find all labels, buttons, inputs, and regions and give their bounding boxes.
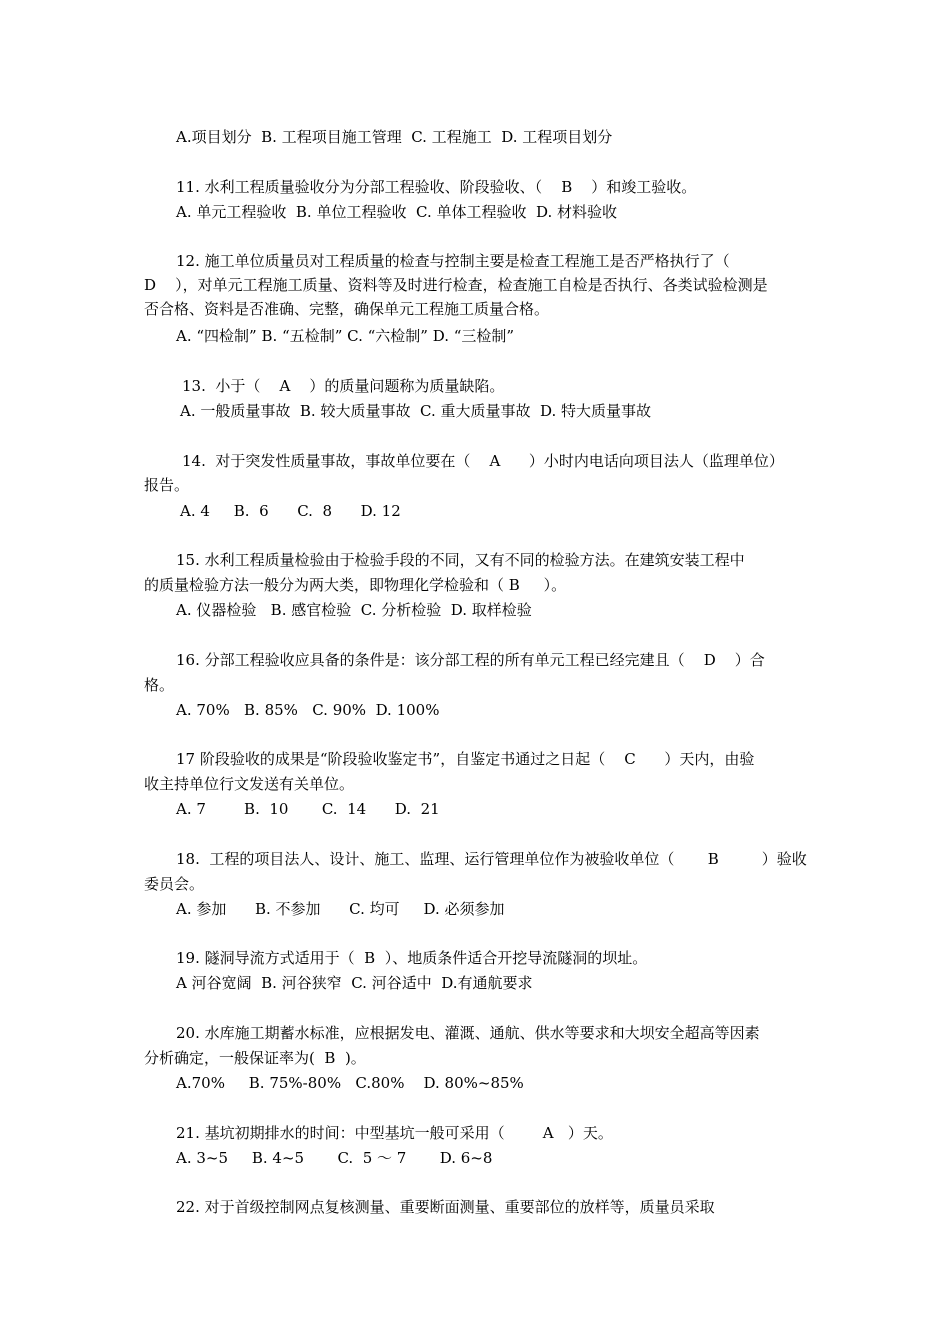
- question-15-cont: 的质量检验方法一般分为两大类，即物理化学检验和（ B ）。: [144, 576, 567, 594]
- question-18: 18. 工程的项目法人、设计、施工、监理、运行管理单位作为被验收单位（ B ）验收: [176, 850, 807, 868]
- options-16: A. 70% B. 85% C. 90% D. 100%: [176, 701, 440, 719]
- options-11: A. 单元工程验收 B. 单位工程验收 C. 单体工程验收 D. 材料验收: [176, 203, 618, 221]
- text-line: A.项目划分 B. 工程项目施工管理 C. 工程施工 D. 工程项目划分: [176, 128, 613, 146]
- question-12: 12. 施工单位质量员对工程质量的检查与控制主要是检查工程施工是否严格执行了（: [176, 252, 730, 270]
- question-16-cont: 格。: [144, 676, 175, 694]
- question-20-cont: 分析确定，一般保证率为( B )。: [144, 1049, 366, 1067]
- question-13: 13. 小于（ A ）的质量问题称为质量缺陷。: [182, 377, 505, 395]
- options-17: A. 7 B. 10 C. 14 D. 21: [176, 800, 440, 818]
- question-21: 21. 基坑初期排水的时间：中型基坑一般可采用（ A ）天。: [176, 1124, 613, 1142]
- question-16: 16. 分部工程验收应具备的条件是：该分部工程的所有单元工程已经完建且（ D ）合: [176, 651, 765, 669]
- question-17: 17 阶段验收的成果是“阶段验收鉴定书”，自鉴定书通过之日起（ C ）天内，由验: [176, 750, 755, 768]
- options-15: A. 仪器检验 B. 感官检验 C. 分析检验 D. 取样检验: [176, 601, 532, 619]
- options-20: A.70% B. 75%-80% C.80% D. 80%~85%: [176, 1074, 524, 1092]
- question-12-cont: 否合格、资料是否准确、完整，确保单元工程施工质量合格。: [144, 300, 550, 318]
- question-14-cont: 报告。: [144, 476, 190, 494]
- options-14: A. 4 B. 6 C. 8 D. 12: [180, 502, 401, 520]
- question-17-cont: 收主持单位行文发送有关单位。: [144, 775, 355, 793]
- question-15: 15. 水利工程质量检验由于检验手段的不同，又有不同的检验方法。在建筑安装工程中: [176, 551, 745, 569]
- options-12: A. “四检制” B. “五检制” C. “六检制” D. “三检制”: [176, 327, 515, 345]
- options-21: A. 3~5 B. 4~5 C. 5 ～ 7 D. 6~8: [176, 1149, 493, 1167]
- options-13: A. 一般质量事故 B. 较大质量事故 C. 重大质量事故 D. 特大质量事故: [180, 402, 652, 420]
- question-11: 11. 水利工程质量验收分为分部工程验收、阶段验收、（ B ）和竣工验收。: [176, 178, 697, 196]
- question-19: 19. 隧洞导流方式适用于（ B ）、地质条件适合开挖导流隧洞的坝址。: [176, 949, 648, 967]
- options-18: A. 参加 B. 不参加 C. 均可 D. 必须参加: [176, 900, 505, 918]
- question-14: 14. 对于突发性质量事故，事故单位要在（ A ）小时内电话向项目法人（监理单位）: [182, 452, 784, 470]
- options-19: A 河谷宽阔 B. 河谷狭窄 C. 河谷适中 D.有通航要求: [176, 974, 533, 992]
- question-22: 22. 对于首级控制网点复核测量、重要断面测量、重要部位的放样等，质量员采取: [176, 1198, 715, 1216]
- question-12-cont: D ），对单元工程施工质量、资料等及时进行检查，检查施工自检是否执行、各类试验检测是: [144, 276, 768, 294]
- question-20: 20. 水库施工期蓄水标准，应根据发电、灌溉、通航、供水等要求和大坝安全超高等因素: [176, 1024, 760, 1042]
- question-18-cont: 委员会。: [144, 875, 205, 893]
